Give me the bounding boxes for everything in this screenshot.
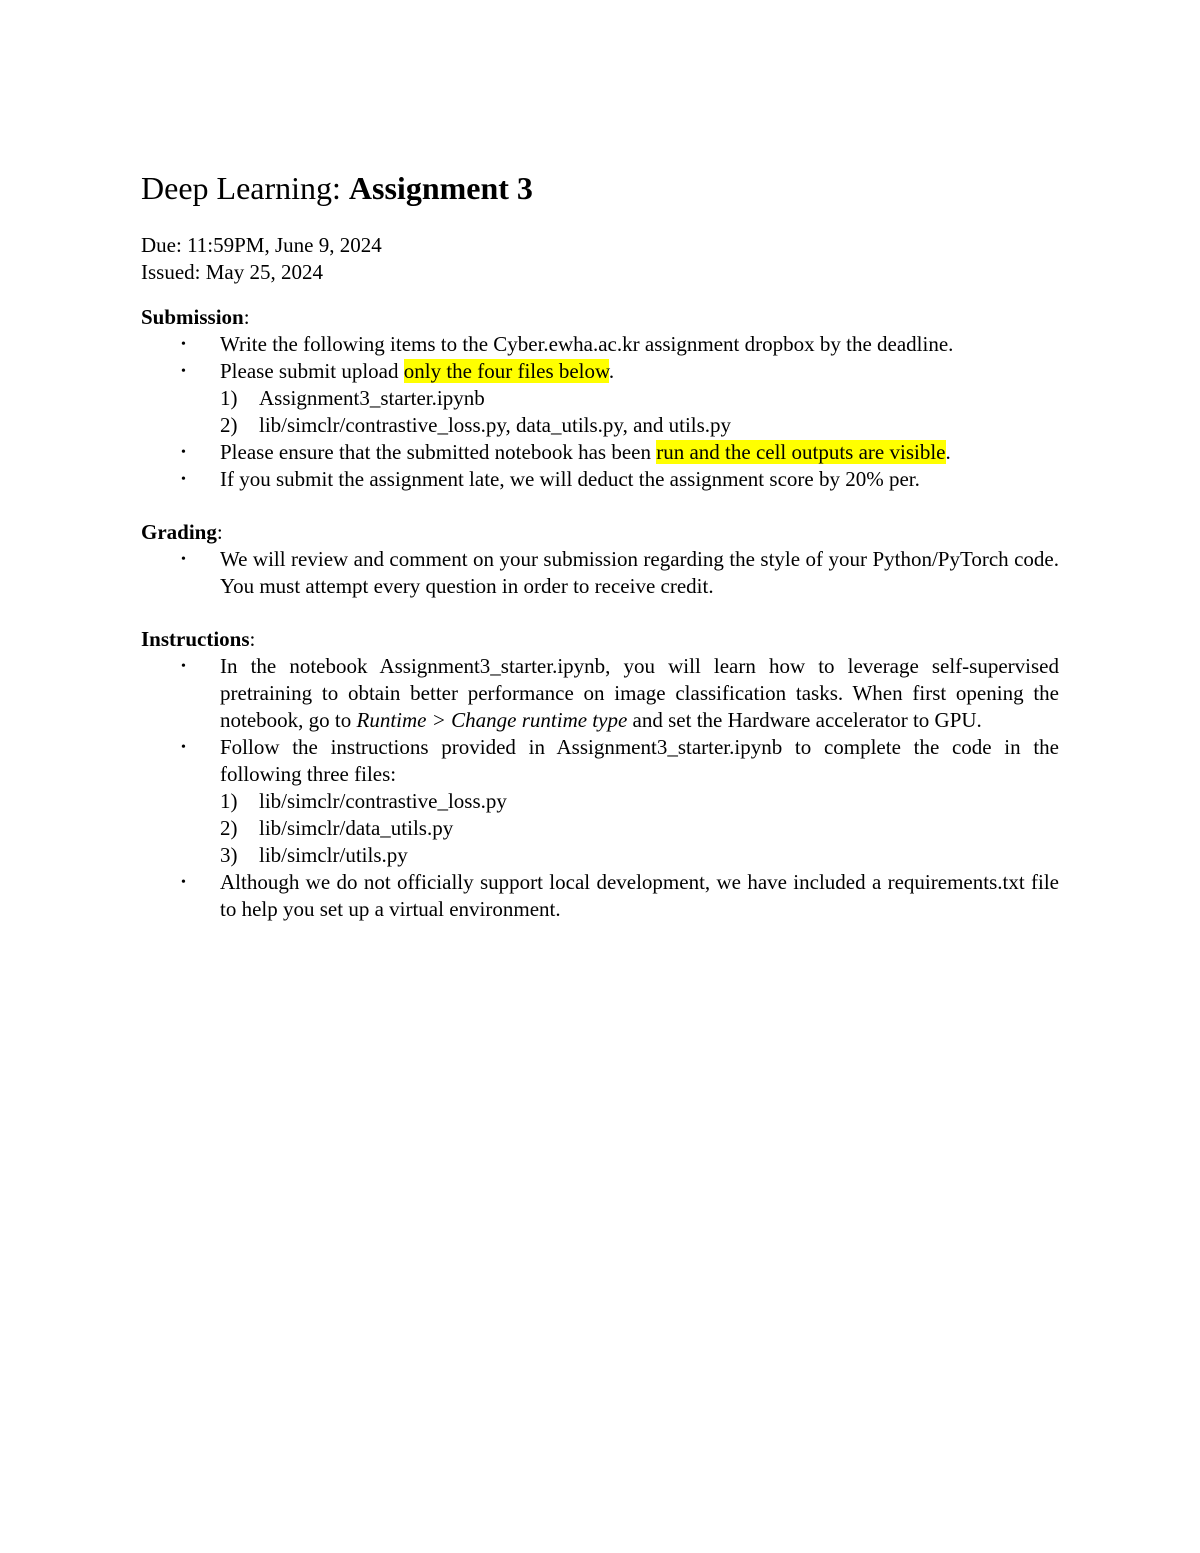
submission-bullet-3-pre: Please ensure that the submitted notebook has been	[220, 440, 657, 464]
due-date: Due: 11:59PM, June 9, 2024	[141, 233, 382, 257]
grading-heading-label: Grading	[141, 520, 217, 544]
list-item	[141, 869, 1059, 923]
item-number: 2)	[220, 816, 238, 840]
submission-bullet-1: Write the following items to the Cyber.ewha.ac.kr assignment dropbox by the deadline.	[220, 332, 954, 356]
list-item	[141, 546, 1059, 600]
item-number: 1)	[220, 789, 238, 813]
submission-heading	[141, 304, 1059, 331]
list-item	[141, 331, 1059, 358]
menu-separator: >	[426, 708, 452, 732]
list-item	[141, 842, 1059, 869]
grading-list	[141, 546, 1059, 600]
bullet-icon: •	[181, 337, 186, 352]
highlight-run-outputs: run and the cell outputs are visible	[656, 440, 946, 464]
instructions-heading	[141, 626, 1059, 653]
item-number: 3)	[220, 843, 238, 867]
instructions-bullet-1-post: and set the Hardware accelerator to GPU.	[627, 708, 982, 732]
instructions-bullet-2: Follow the instructions provided in Assignment3_starter.ipynb to complete the code in the following three files:	[220, 735, 1059, 786]
submission-file-list	[141, 385, 1059, 439]
file-name: lib/simclr/utils.py	[259, 843, 408, 867]
submission-bullet-3-post: .	[945, 440, 951, 464]
submission-list-continued	[141, 439, 1059, 493]
issued-date: Issued: May 25, 2024	[141, 260, 323, 284]
list-item	[141, 734, 1059, 788]
file-name: Assignment3_starter.ipynb	[259, 386, 485, 410]
list-item	[141, 385, 1059, 412]
instructions-heading-colon: :	[249, 627, 256, 651]
list-item	[141, 439, 1059, 466]
item-number: 2)	[220, 413, 238, 437]
file-name: lib/simclr/contrastive_loss.py, data_utils.py, and utils.py	[259, 413, 732, 437]
instructions-bullet-3: Although we do not officially support local development, we have included a requirements.txt file to help you set up a virtual environment.	[220, 870, 1059, 921]
instructions-file-list	[141, 788, 1059, 869]
list-item	[141, 815, 1059, 842]
change-runtime-text: Change runtime type	[451, 708, 628, 732]
list-item	[141, 653, 1059, 734]
page-title	[141, 168, 1059, 208]
bullet-icon: •	[181, 472, 186, 487]
list-item	[141, 466, 1059, 493]
submission-list	[141, 331, 1059, 385]
instructions-bullet-1-pre: In the notebook Assignment3_starter.ipynb, you will learn how to leverage self-supervised pretraining to obtain better performance on image classification tasks. When first opening the notebook, go to	[220, 654, 1059, 732]
submission-bullet-2-post: .	[608, 359, 615, 383]
instructions-list	[141, 653, 1059, 788]
bullet-icon: •	[181, 875, 186, 890]
runtime-menu-text: Runtime	[356, 708, 427, 732]
list-item	[141, 788, 1059, 815]
item-number: 1)	[220, 386, 238, 410]
submission-bullet-2-pre: Please submit upload	[220, 359, 404, 383]
grading-heading-colon: :	[216, 520, 223, 544]
grading-bullet-1: We will review and comment on your submission regarding the style of your Python/PyTorch code. You must attempt every question in order to receive credit.	[220, 547, 1059, 598]
bullet-icon: •	[181, 445, 186, 460]
instructions-heading-label: Instructions	[141, 627, 250, 651]
file-name: lib/simclr/contrastive_loss.py	[259, 789, 507, 813]
bullet-icon: •	[181, 552, 186, 567]
bullet-icon: •	[181, 659, 186, 674]
submission-heading-label: Submission	[141, 305, 244, 329]
document-page	[141, 168, 1059, 923]
list-item	[141, 358, 1059, 385]
list-item	[141, 412, 1059, 439]
instructions-list-continued	[141, 869, 1059, 923]
bullet-icon: •	[181, 364, 186, 379]
file-name: lib/simclr/data_utils.py	[259, 816, 454, 840]
submission-heading-colon: :	[243, 305, 250, 329]
highlight-four-files: only the four files below	[403, 359, 609, 383]
title-bold: Assignment 3	[348, 170, 533, 206]
bullet-icon: •	[181, 740, 186, 755]
submission-bullet-4: If you submit the assignment late, we will deduct the assignment score by 20% per.	[220, 467, 920, 491]
grading-heading	[141, 519, 1059, 546]
title-prefix: Deep Learning:	[141, 170, 349, 206]
